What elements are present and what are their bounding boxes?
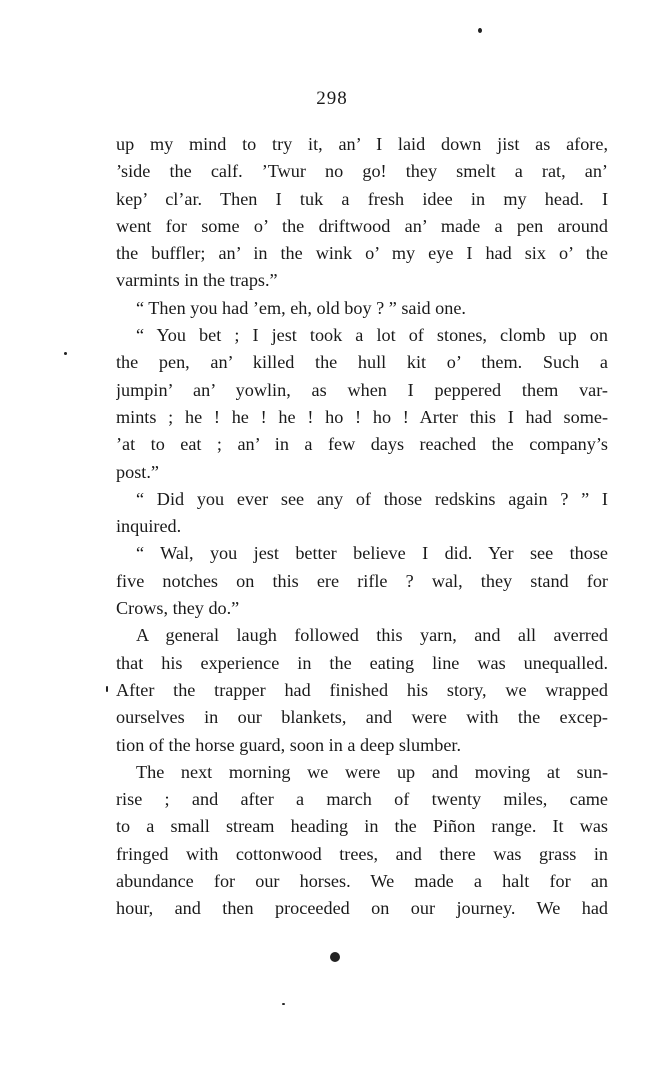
text-line: A general laugh followed this yarn, and all averred xyxy=(136,625,608,646)
text-line: “ You bet ; I jest took a lot of stones, clomb up on xyxy=(136,325,608,346)
text-line: ourselves in our blankets, and were with the excep- xyxy=(116,707,608,728)
text-line: to a small stream heading in the Piñon range. It was xyxy=(116,816,608,837)
text-line: up my mind to try it, an’ I laid down jist as afore, xyxy=(116,134,608,154)
ink-speck xyxy=(478,28,482,33)
text-line: ’at to eat ; an’ in a few days reached the company’s xyxy=(116,434,608,455)
text-line: abundance for our horses. We made a halt for an xyxy=(116,871,608,892)
text-line: “ Then you had ’em, eh, old boy ? ” said one. xyxy=(136,297,466,318)
text-line: went for some o’ the driftwood an’ made a pen around xyxy=(116,215,608,236)
text-line: “ Did you ever see any of those redskins again ? ” I xyxy=(136,488,608,509)
ink-blot xyxy=(330,952,340,962)
ink-speck xyxy=(282,1003,285,1005)
text-line: that his experience in the eating line was unequalled. xyxy=(116,652,608,673)
text-line: ’side the calf. ’Twur no go! they smelt a rat, an’ xyxy=(116,161,608,182)
text-line: the buffler; an’ in the wink o’ my eye I had six o’ the xyxy=(116,243,608,264)
text-line: varmints in the traps.” xyxy=(116,270,278,291)
text-line: After the trapper had finished his story, we wrapped xyxy=(116,679,608,700)
text-line: the pen, an’ killed the hull kit o’ them. Such a xyxy=(116,352,608,373)
text-line: rise ; and after a march of twenty miles, came xyxy=(116,789,608,810)
text-line: kep’ cl’ar. Then I tuk a fresh idee in my head. I xyxy=(116,188,608,209)
ink-speck xyxy=(106,686,108,692)
text-line: mints ; he ! he ! he ! ho ! ho ! Arter this I had some- xyxy=(116,406,608,427)
text-line: jumpin’ an’ yowlin, as when I peppered them var- xyxy=(116,379,608,400)
text-line: “ Wal, you jest better believe I did. Yer see those xyxy=(136,543,608,564)
ink-speck xyxy=(64,352,67,355)
body-text xyxy=(116,131,608,923)
text-line: five notches on this ere rifle ? wal, they stand for xyxy=(116,570,608,591)
page-number: 298 xyxy=(316,88,348,109)
text-line: hour, and then proceeded on our journey. We had xyxy=(116,898,608,919)
text-line: Crows, they do.” xyxy=(116,598,240,619)
text-line: inquired. xyxy=(116,516,182,537)
text-line: post.” xyxy=(116,461,159,482)
text-line: The next morning we were up and moving at sun- xyxy=(136,761,608,782)
text-line: tion of the horse guard, soon in a deep slumber. xyxy=(116,734,461,755)
text-line: fringed with cottonwood trees, and there was grass in xyxy=(116,843,608,864)
